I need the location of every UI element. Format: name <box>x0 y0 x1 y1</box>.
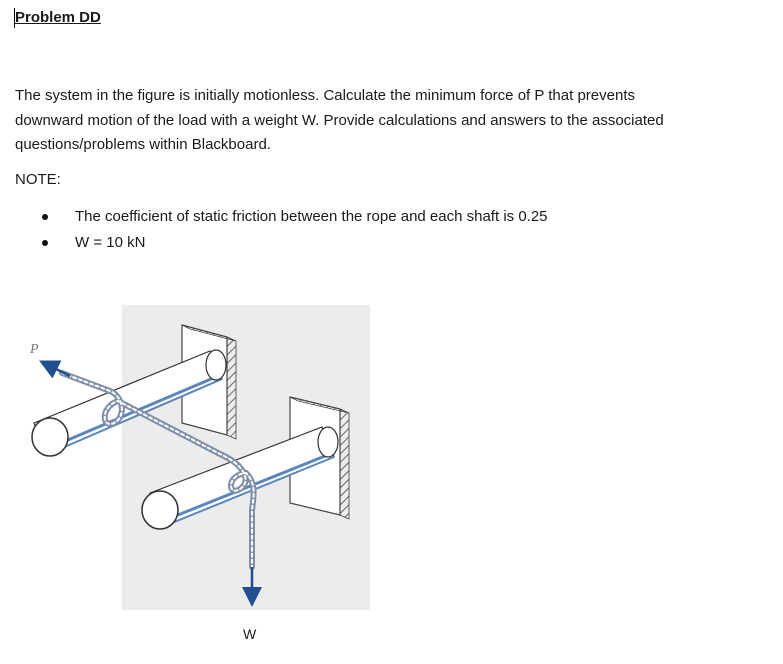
weight-label: W <box>243 626 257 642</box>
note-item-text: The coefficient of static friction between the rope and each shaft is 0.25 <box>75 208 548 225</box>
force-p-label: P <box>30 342 39 357</box>
force-p-arrow-icon <box>48 365 70 376</box>
bullet-icon <box>42 240 48 246</box>
note-list <box>0 206 548 258</box>
problem-statement-line-2: downward motion of the load with a weight W. Provide calculations and answers to the associated <box>15 111 664 129</box>
bullet-icon <box>42 214 48 220</box>
note-item-text: W = 10 kN <box>75 234 146 251</box>
problem-statement-line-1: The system in the figure is initially motionless. Calculate the minimum force of P that prevents <box>15 87 635 104</box>
note-item-weight <box>0 232 548 258</box>
problem-statement-line-3: questions/problems within Blackboard. <box>15 136 271 153</box>
note-item-friction <box>0 206 548 232</box>
problem-statement <box>15 84 765 158</box>
problem-title: Problem DD <box>15 9 101 26</box>
note-label: NOTE: <box>15 171 61 188</box>
shaft-rope-diagram <box>22 305 370 610</box>
shaft-rope-figure <box>22 305 370 610</box>
